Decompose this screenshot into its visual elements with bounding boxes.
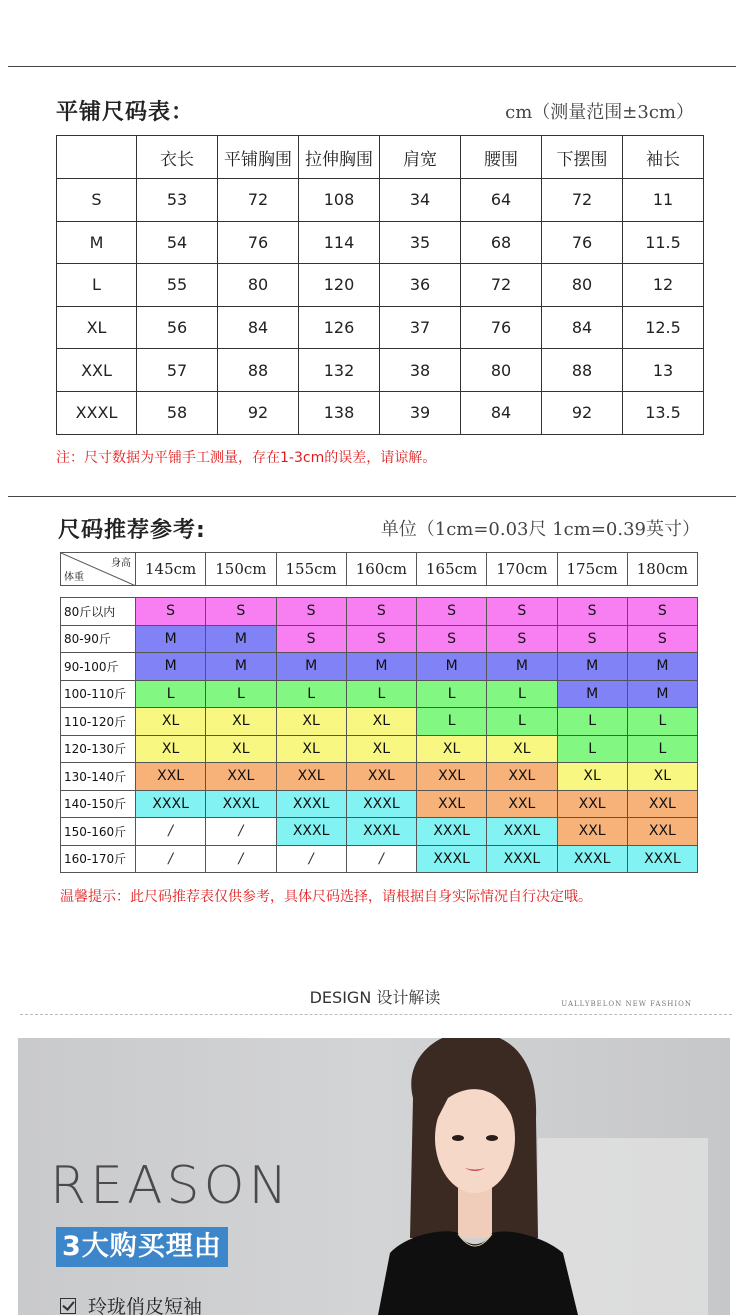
weight-row — [61, 735, 698, 763]
weight-label-cell: 140-150斤 — [61, 790, 136, 818]
size-value-cell: 80 — [218, 264, 299, 307]
size-row — [57, 349, 704, 392]
weight-label-cell: 80-90斤 — [61, 625, 136, 653]
size-row — [57, 391, 704, 434]
weight-row — [61, 598, 698, 626]
recommend-size-cell: XXL — [417, 790, 487, 818]
weight-label-cell: 150-160斤 — [61, 818, 136, 846]
height-header-cell: 170cm — [487, 553, 557, 586]
recommend-size-cell: M — [136, 625, 206, 653]
size-value-cell: 12.5 — [623, 306, 704, 349]
recommend-size-cell: XXL — [627, 818, 697, 846]
size-value-cell: 37 — [380, 306, 461, 349]
size-value-cell: 92 — [218, 391, 299, 434]
recommend-size-cell: M — [206, 653, 276, 681]
design-divider — [20, 1014, 732, 1015]
recommend-size-cell: XXXL — [276, 818, 346, 846]
section-divider — [8, 496, 736, 497]
recommend-size-cell: / — [346, 845, 416, 873]
size-label-cell: L — [57, 264, 137, 307]
recommend-size-cell: XXL — [276, 763, 346, 791]
size-row — [57, 221, 704, 264]
recommend-size-cell: XL — [346, 735, 416, 763]
recommend-size-cell: XL — [417, 735, 487, 763]
recommend-size-cell: XXL — [627, 790, 697, 818]
recommend-size-cell: XL — [557, 763, 627, 791]
recommend-size-cell: S — [627, 598, 697, 626]
size-header-cell: 平铺胸围 — [218, 136, 299, 179]
recommend-size-cell: XXXL — [276, 790, 346, 818]
weight-row — [61, 625, 698, 653]
recommend-size-cell: L — [487, 680, 557, 708]
size-value-cell: 114 — [299, 221, 380, 264]
size-recommend-grid — [60, 597, 698, 873]
size-header-cell: 袖长 — [623, 136, 704, 179]
size-value-cell: 88 — [542, 349, 623, 392]
recommend-size-cell: XXL — [557, 818, 627, 846]
size-value-cell: 76 — [461, 306, 542, 349]
size-value-cell: 58 — [137, 391, 218, 434]
size-value-cell: 57 — [137, 349, 218, 392]
reasons-badge: 3大购买理由 — [56, 1227, 228, 1267]
weight-label-cell: 80斤以内 — [61, 598, 136, 626]
weight-row — [61, 818, 698, 846]
height-header-table — [60, 552, 698, 586]
weight-label-cell: 90-100斤 — [61, 653, 136, 681]
height-header-cell: 145cm — [136, 553, 206, 586]
recommend-size-cell: / — [276, 845, 346, 873]
recommend-size-cell: L — [557, 708, 627, 736]
size-value-cell: 11.5 — [623, 221, 704, 264]
weight-row — [61, 680, 698, 708]
recommend-size-cell: L — [627, 735, 697, 763]
size-chart-note: 注：尺寸数据为平铺手工测量，存在1-3cm的误差，请谅解。 — [56, 450, 437, 466]
recommend-size-cell: L — [346, 680, 416, 708]
weight-label-cell: 100-110斤 — [61, 680, 136, 708]
size-header-cell: 腰围 — [461, 136, 542, 179]
size-value-cell: 80 — [461, 349, 542, 392]
recommend-size-cell: XXXL — [557, 845, 627, 873]
weight-row — [61, 790, 698, 818]
weight-row — [61, 708, 698, 736]
size-value-cell: 126 — [299, 306, 380, 349]
recommend-size-cell: / — [206, 818, 276, 846]
recommend-size-cell: XXXL — [346, 818, 416, 846]
recommend-size-cell: M — [557, 653, 627, 681]
recommend-size-cell: S — [417, 598, 487, 626]
height-header-cell: 165cm — [417, 553, 487, 586]
recommend-size-cell: M — [276, 653, 346, 681]
recommend-size-cell: XL — [206, 708, 276, 736]
recommend-size-cell: XL — [136, 708, 206, 736]
recommend-note: 温馨提示：此尺码推荐表仅供参考，具体尺码选择，请根据自身实际情况自行决定哦。 — [60, 889, 592, 905]
size-value-cell: 56 — [137, 306, 218, 349]
recommend-size-cell: S — [487, 625, 557, 653]
size-value-cell: 132 — [299, 349, 380, 392]
recommend-size-cell: S — [206, 598, 276, 626]
recommend-size-cell: L — [417, 708, 487, 736]
recommend-size-cell: XXXL — [417, 845, 487, 873]
recommend-size-cell: XXXL — [487, 845, 557, 873]
recommend-size-cell: XL — [627, 763, 697, 791]
recommend-size-cell: XL — [206, 735, 276, 763]
check-icon — [60, 1298, 76, 1314]
size-value-cell: 72 — [218, 179, 299, 222]
size-value-cell: 36 — [380, 264, 461, 307]
recommend-size-cell: S — [136, 598, 206, 626]
recommend-size-cell: XXL — [417, 763, 487, 791]
size-value-cell: 12 — [623, 264, 704, 307]
recommend-size-cell: S — [417, 625, 487, 653]
height-header-cell: 150cm — [206, 553, 276, 586]
size-header-cell: 下摆围 — [542, 136, 623, 179]
recommend-size-cell: L — [557, 735, 627, 763]
size-label-cell: XXXL — [57, 391, 137, 434]
recommend-size-cell: / — [206, 845, 276, 873]
size-value-cell: 64 — [461, 179, 542, 222]
top-divider — [8, 66, 736, 67]
recommend-size-cell: XXXL — [206, 790, 276, 818]
recommend-size-cell: XXL — [557, 790, 627, 818]
recommend-size-cell: S — [627, 625, 697, 653]
size-value-cell: 76 — [542, 221, 623, 264]
recommend-size-cell: L — [417, 680, 487, 708]
size-value-cell: 120 — [299, 264, 380, 307]
size-value-cell: 39 — [380, 391, 461, 434]
size-value-cell: 54 — [137, 221, 218, 264]
design-brand-line: UALLYBELON NEW FASHION — [561, 1000, 692, 1008]
reason-heading: REASON — [50, 1156, 292, 1216]
recommend-size-cell: XXXL — [346, 790, 416, 818]
size-value-cell: 84 — [542, 306, 623, 349]
feature-item — [60, 1292, 202, 1315]
recommend-size-cell: XXL — [487, 790, 557, 818]
recommend-unit-note: 单位（1cm=0.03尺 1cm=0.39英寸） — [380, 519, 700, 540]
size-value-cell: 13 — [623, 349, 704, 392]
recommend-size-cell: S — [276, 598, 346, 626]
size-header-cell: 衣长 — [137, 136, 218, 179]
size-value-cell: 76 — [218, 221, 299, 264]
recommend-size-cell: S — [346, 598, 416, 626]
recommend-size-cell: M — [417, 653, 487, 681]
size-chart-table — [56, 135, 704, 435]
recommend-size-cell: M — [487, 653, 557, 681]
size-header-cell: 肩宽 — [380, 136, 461, 179]
height-header-cell: 175cm — [557, 553, 627, 586]
recommend-size-cell: M — [557, 680, 627, 708]
size-value-cell: 13.5 — [623, 391, 704, 434]
recommend-size-cell: XXXL — [417, 818, 487, 846]
size-value-cell: 72 — [542, 179, 623, 222]
size-header-cell: 拉伸胸围 — [299, 136, 380, 179]
height-header-cell: 155cm — [276, 553, 346, 586]
weight-row — [61, 845, 698, 873]
weight-row — [61, 763, 698, 791]
size-chart-title: 平铺尺码表： — [56, 100, 195, 125]
corner-cell — [61, 553, 136, 586]
corner-height-label: 身高 — [111, 558, 131, 569]
recommend-size-cell: XXL — [206, 763, 276, 791]
size-value-cell: 92 — [542, 391, 623, 434]
recommend-size-cell: M — [206, 625, 276, 653]
size-value-cell: 108 — [299, 179, 380, 222]
recommend-size-cell: XL — [487, 735, 557, 763]
weight-label-cell: 130-140斤 — [61, 763, 136, 791]
design-title: DESIGN 设计解读 — [309, 988, 441, 1007]
recommend-size-cell: M — [627, 680, 697, 708]
size-value-cell: 88 — [218, 349, 299, 392]
size-label-cell: S — [57, 179, 137, 222]
recommend-size-cell: XL — [276, 708, 346, 736]
recommend-size-cell: L — [627, 708, 697, 736]
size-value-cell: 138 — [299, 391, 380, 434]
recommend-size-cell: XL — [276, 735, 346, 763]
recommend-size-cell: / — [136, 845, 206, 873]
recommend-size-cell: / — [136, 818, 206, 846]
recommend-title: 尺码推荐参考: — [58, 518, 206, 543]
height-header-cell: 180cm — [627, 553, 697, 586]
size-value-cell: 80 — [542, 264, 623, 307]
recommend-size-cell: M — [136, 653, 206, 681]
recommend-size-cell: XXL — [487, 763, 557, 791]
size-value-cell: 53 — [137, 179, 218, 222]
recommend-size-cell: XXL — [346, 763, 416, 791]
recommend-size-cell: XXXL — [487, 818, 557, 846]
recommend-size-cell: S — [346, 625, 416, 653]
weight-row — [61, 653, 698, 681]
size-value-cell: 68 — [461, 221, 542, 264]
size-value-cell: 38 — [380, 349, 461, 392]
recommend-size-cell: L — [136, 680, 206, 708]
size-row — [57, 179, 704, 222]
recommend-size-cell: XXXL — [627, 845, 697, 873]
recommend-size-cell: L — [487, 708, 557, 736]
corner-weight-label: 体重 — [64, 572, 84, 583]
size-chart-unit-note: cm（测量范围±3cm） — [505, 102, 694, 123]
size-header-blank — [57, 136, 137, 179]
recommend-size-cell: S — [557, 598, 627, 626]
size-value-cell: 34 — [380, 179, 461, 222]
size-label-cell: XL — [57, 306, 137, 349]
recommend-size-cell: XXXL — [136, 790, 206, 818]
height-header-cell: 160cm — [346, 553, 416, 586]
recommend-size-cell: M — [627, 653, 697, 681]
size-value-cell: 84 — [461, 391, 542, 434]
size-value-cell: 11 — [623, 179, 704, 222]
size-value-cell: 84 — [218, 306, 299, 349]
recommend-size-cell: S — [557, 625, 627, 653]
recommend-size-cell: S — [487, 598, 557, 626]
weight-label-cell: 110-120斤 — [61, 708, 136, 736]
model-photo-banner — [18, 1038, 730, 1315]
size-row — [57, 306, 704, 349]
size-value-cell: 35 — [380, 221, 461, 264]
weight-label-cell: 120-130斤 — [61, 735, 136, 763]
weight-label-cell: 160-170斤 — [61, 845, 136, 873]
recommend-size-cell: XL — [346, 708, 416, 736]
recommend-size-cell: XL — [136, 735, 206, 763]
recommend-size-cell: L — [276, 680, 346, 708]
size-label-cell: XXL — [57, 349, 137, 392]
recommend-size-cell: S — [276, 625, 346, 653]
size-label-cell: M — [57, 221, 137, 264]
size-row — [57, 264, 704, 307]
recommend-size-cell: M — [346, 653, 416, 681]
feature-label: 玲珑俏皮短袖 — [88, 1296, 203, 1315]
size-value-cell: 55 — [137, 264, 218, 307]
recommend-size-cell: L — [206, 680, 276, 708]
size-value-cell: 72 — [461, 264, 542, 307]
recommend-size-cell: XXL — [136, 763, 206, 791]
